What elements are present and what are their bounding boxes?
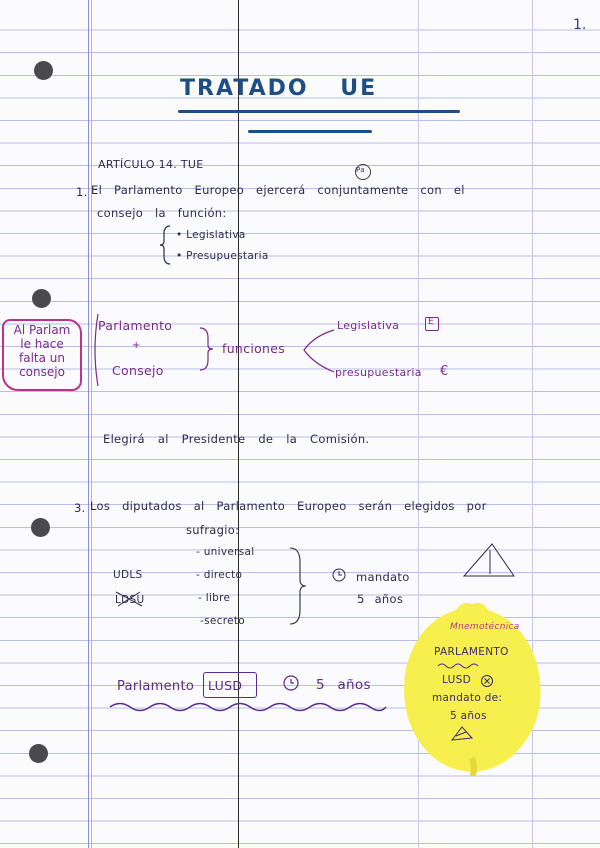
- margin-note-line: le hace: [20, 337, 64, 351]
- mandato-label: mandato: [356, 570, 410, 584]
- page-number: 1.: [573, 17, 587, 33]
- diagram-legislativa: Legislativa: [337, 319, 400, 332]
- sticky-line-mandato: mandato de:: [432, 692, 503, 704]
- sufragio-item-directo: - directo: [196, 569, 243, 581]
- function-item-legislativa: • Legislativa: [176, 229, 246, 241]
- paragraph-2: Elegirá al Presidente de la Comisión.: [103, 432, 370, 446]
- title-underline-2: [248, 130, 372, 133]
- binder-hole: [31, 518, 50, 537]
- diagram-funciones: funciones: [222, 341, 286, 356]
- circled-x-icon: [480, 674, 494, 688]
- triangle-drawing: [460, 540, 520, 582]
- center-fold-line: [238, 0, 239, 848]
- acronym-udls: UDLS: [113, 569, 143, 581]
- sufragio-item-secreto: -secreto: [200, 615, 245, 627]
- summary-parlamento: Parlamento: [117, 679, 195, 694]
- sticky-wavy-line: [436, 662, 480, 670]
- margin-note-line: Al Parlam: [13, 323, 71, 337]
- summary-lusd: LUSD: [208, 678, 243, 693]
- margin-note-line: falta un: [19, 351, 65, 365]
- paragraph-1-line-1: El Parlamento Europeo ejercerá conjuntamente con el: [91, 183, 465, 197]
- paragraph-1-number: 1.: [76, 185, 88, 199]
- paragraph-3-line-1: Los diputados al Parlamento Europeo serán elegidos por: [90, 499, 487, 513]
- article-heading: ARTÍCULO 14. TUE: [98, 158, 204, 171]
- right-brace: [196, 326, 216, 372]
- euro-symbol: €: [440, 364, 449, 379]
- sticky-line-parlamento: PARLAMENTO: [434, 646, 509, 658]
- binder-hole: [32, 289, 51, 308]
- cross-out-mark: [112, 588, 146, 610]
- diagram-plus: +: [132, 340, 141, 351]
- left-brace: [158, 224, 174, 266]
- sticky-line-years: 5 años: [450, 710, 487, 722]
- circled-pa-label: Pa: [356, 166, 365, 174]
- mandato-years: 5 años: [357, 592, 404, 606]
- legislativa-box-letter: E: [428, 317, 434, 327]
- left-margin-line: [88, 0, 89, 848]
- paragraph-3-line-2: sufragio:: [186, 523, 240, 537]
- diagram-presupuestaria: presupuestaria: [335, 366, 422, 379]
- margin-note-line: consejo: [19, 365, 65, 379]
- left-margin-line-2: [91, 0, 92, 848]
- split-arrow: [300, 326, 340, 376]
- summary-years: 5 años: [316, 677, 371, 693]
- sticky-line-lusd: LUSD: [442, 674, 471, 686]
- diagram-consejo: Consejo: [112, 363, 164, 378]
- function-item-presupuestaria: • Presupuestaria: [176, 250, 269, 262]
- margin-note: [2, 319, 82, 391]
- sufragio-brace: [286, 546, 308, 626]
- sticky-header: Mnemotécnica: [450, 622, 520, 632]
- clock-icon: [282, 674, 300, 692]
- acronym-ldsu-crossed: LDSU: [115, 594, 145, 606]
- paragraph-3-number: 3.: [74, 501, 86, 515]
- wavy-underline: [108, 700, 388, 714]
- sticky-triangle-drawing: [448, 724, 476, 744]
- title-underline: [178, 110, 460, 113]
- binder-hole: [34, 61, 53, 80]
- clock-icon: [331, 567, 347, 583]
- page-title: TRATADO UE: [180, 76, 378, 101]
- binder-hole: [29, 744, 48, 763]
- sufragio-item-universal: - universal: [196, 546, 255, 558]
- paragraph-1-line-2: consejo la función:: [97, 206, 227, 220]
- sufragio-item-libre: - libre: [198, 592, 231, 604]
- diagram-parlamento: Parlamento: [98, 318, 173, 333]
